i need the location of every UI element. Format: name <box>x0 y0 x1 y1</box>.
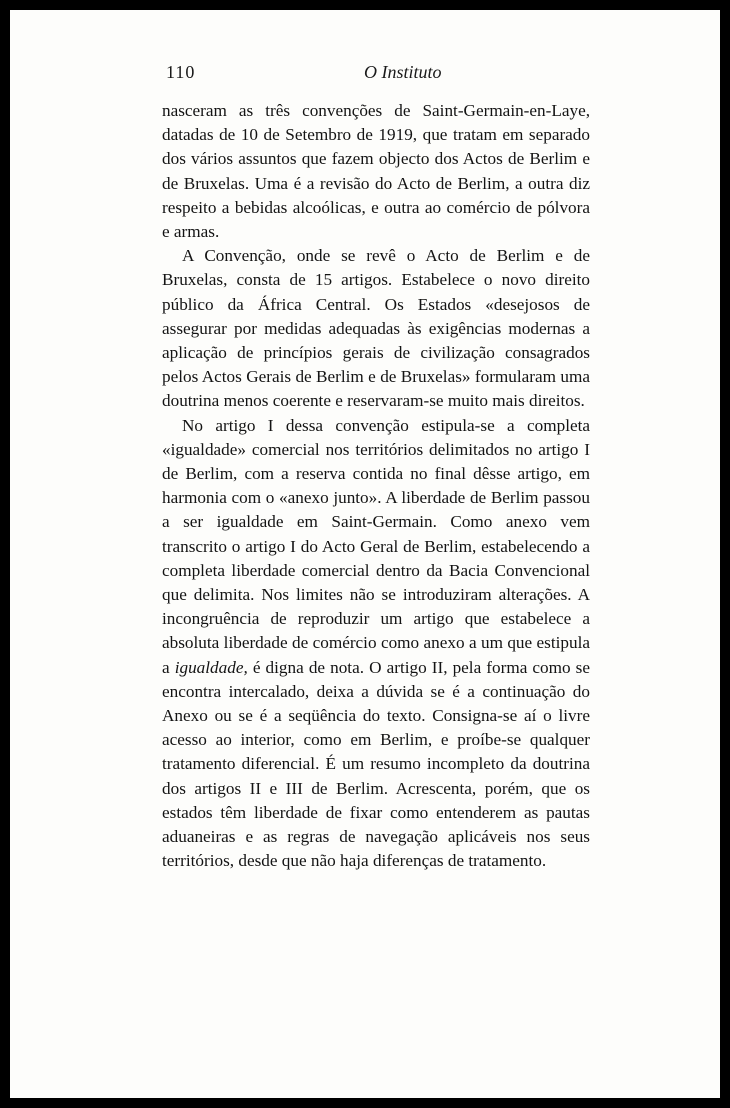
paragraph-2: A Convenção, onde se revê o Acto de Berlim e de Bruxelas, consta de 15 artigos. Estabelece o novo direito público da África Central. Os Estados «desejosos de assegurar por medidas adequadas às exigências modernas a aplicação de princípios gerais de civilização consagrados pelos Actos Gerais de Berlim e de Bruxelas» formularam uma doutrina menos coerente e reservaram-se muito mais direitos. <box>162 246 590 411</box>
paragraph-3-text-after: é digna de nota. O artigo II, pela forma como se encontra intercalado, deixa a dúvida se é a continuação do Anexo ou se é a seqüência do texto. Consigna-se aí o livre acesso ao interior, como em Berlim, e proíbe-se qualquer tratamento diferencial. É um resumo incompleto da doutrina dos artigos II e III de Berlim. Acrescenta, porém, que os estados têm liberdade de fixar como entenderem as pautas aduaneiras e as regras de navegação aplicáveis nos seus territórios, desde que não haja diferenças de tratamento. <box>162 657 590 871</box>
page-header <box>166 62 586 88</box>
paragraph-3-emphasis: igualdade, <box>174 657 248 677</box>
running-title: O Instituto <box>364 62 442 82</box>
paragraph-3-text-before: No artigo I dessa convenção estipula-se a completa «igualdade» comercial nos territórios delimitados no artigo I de Berlim, com a reserva contida no final dêsse artigo, em harmonia com o «anexo junto». A liberdade de Berlim passou a ser igualdade em Saint-Germain. Como anexo vem transcrito o artigo I do Acto Geral de Berlim, estabelecendo a completa liberdade comercial dentro da Bacia Convencional que delimita. Nos limites não se introduziram alterações. A incongruência de reproduzir um artigo que estabelece a absoluta liberdade de comércio como anexo a um que estipula a <box>162 415 590 677</box>
paragraph-3 <box>162 414 590 874</box>
page-number: 110 <box>166 62 196 82</box>
paragraph-1: nasceram as três convenções de Saint-Germain-en-Laye, datadas de 10 de Setembro de 1919, que tratam em separado dos vários assuntos que fazem objecto dos Actos de Berlim e de Bruxelas. Uma é a revisão do Acto de Berlim, a outra diz respeito a bebidas alcoólicas, e outra ao comércio de pólvora e armas. <box>162 101 590 242</box>
body-text <box>162 99 590 874</box>
book-page <box>10 10 720 1098</box>
